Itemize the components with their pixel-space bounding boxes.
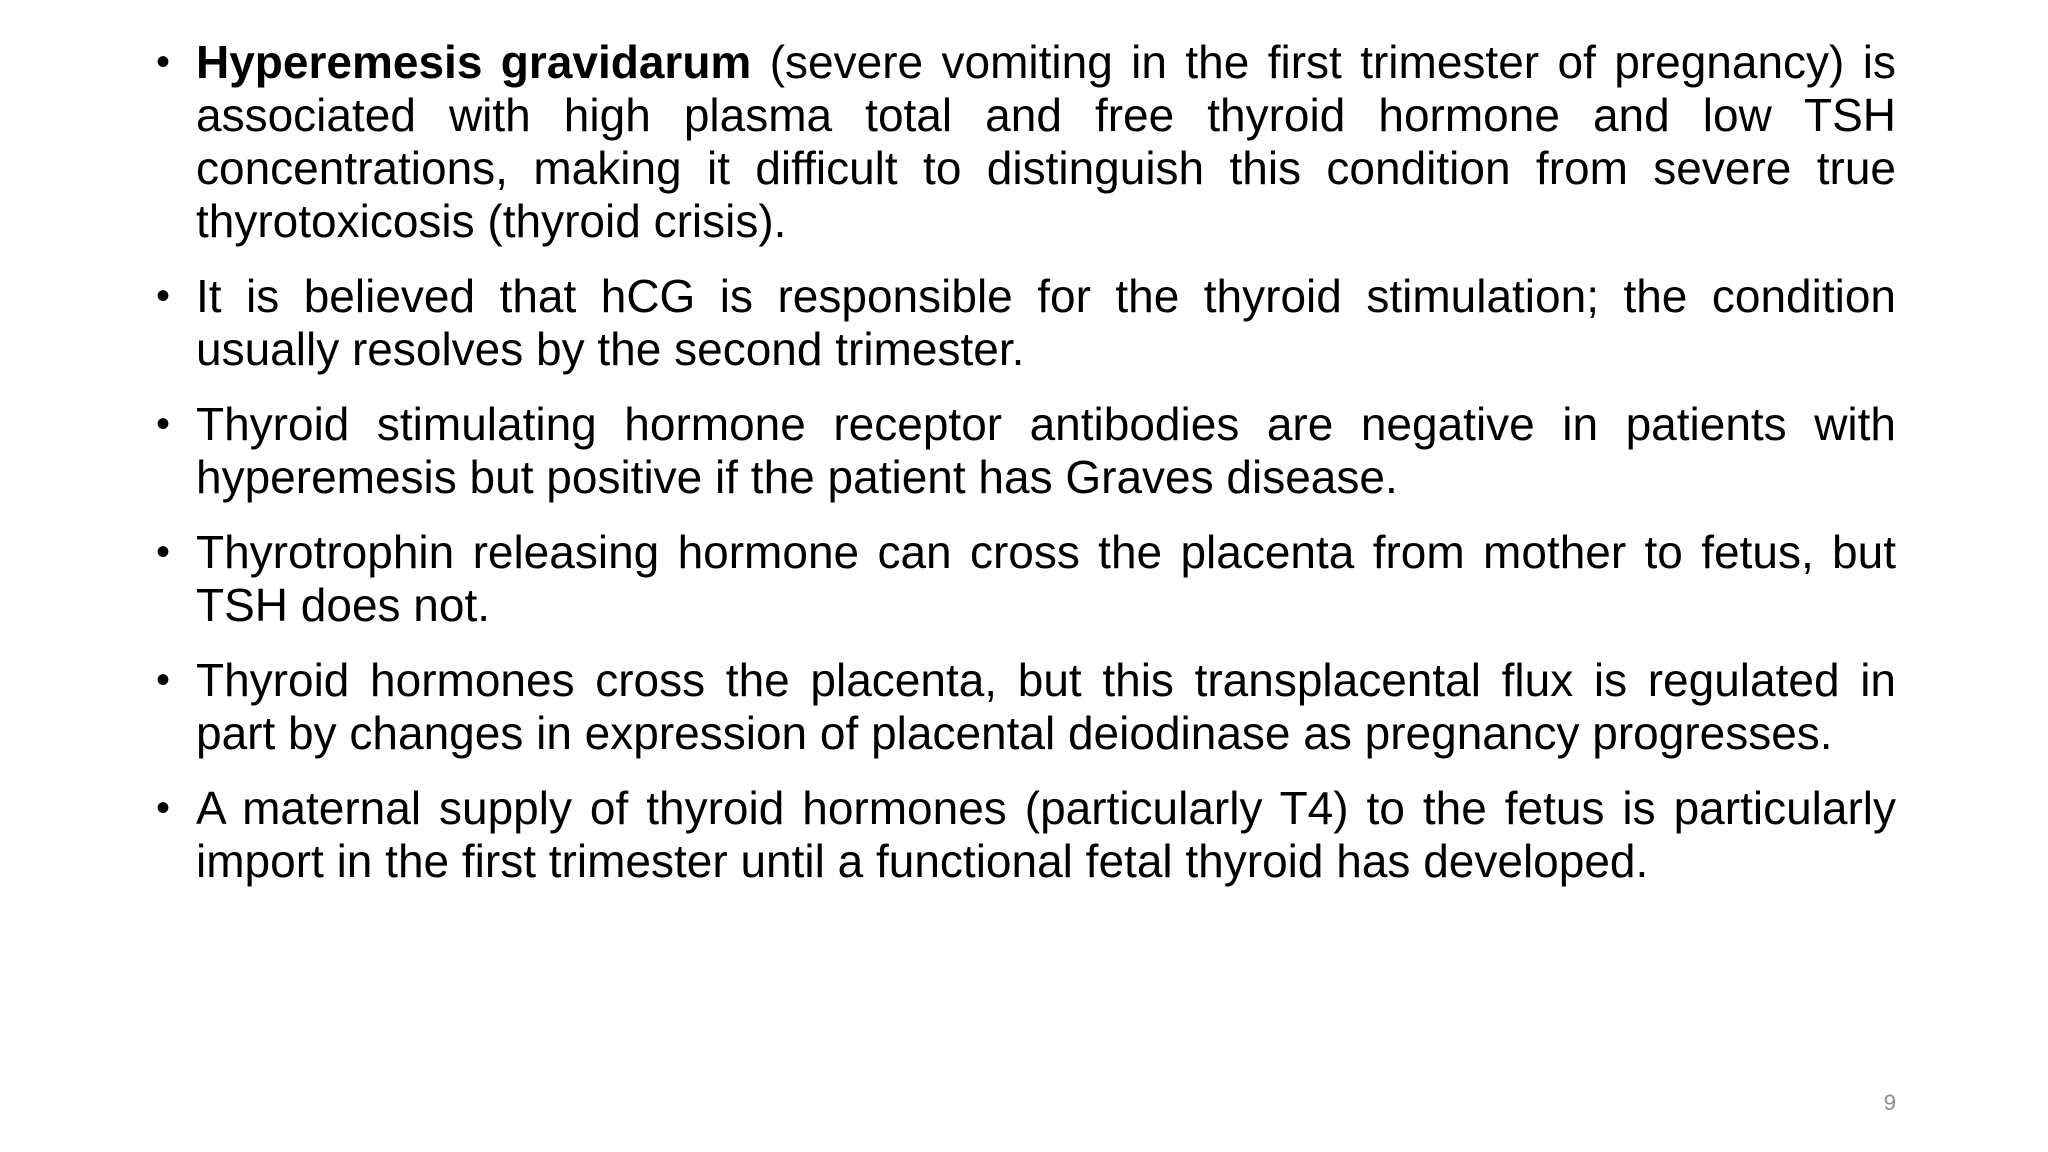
bullet-item-2 <box>156 270 1896 376</box>
bullet-text: Thyroid hormones cross the placenta, but this transplacental flux is regulated in part by changes in expression of placental deiodinase as pregnancy progresses. <box>196 654 1896 759</box>
bullet-text: A maternal supply of thyroid hormones (particularly T4) to the fetus is particularly import in the first trimester until a functional fetal thyroid has developed. <box>196 782 1896 887</box>
bullet-item-5 <box>156 654 1896 760</box>
bullet-item-4 <box>156 526 1896 632</box>
bullet-text: Thyroid stimulating hormone receptor antibodies are negative in patients with hyperemesis but positive if the patient has Graves disease. <box>196 398 1896 503</box>
bullet-dot-icon: • <box>156 40 171 84</box>
bullet-text: It is believed that hCG is responsible for the thyroid stimulation; the condition usually resolves by the second trimester. <box>196 270 1896 375</box>
bullet-text: Thyrotrophin releasing hormone can cross the placenta from mother to fetus, but TSH does not. <box>196 526 1896 631</box>
bullet-dot-icon: • <box>156 658 171 702</box>
bullet-item-1 <box>156 36 1896 248</box>
bullet-list <box>156 36 1896 888</box>
bullet-item-3 <box>156 398 1896 504</box>
page-number: 9 <box>1883 1090 1896 1115</box>
bullet-text: (severe vomiting in the first trimester of pregnancy) is associated with high plasma total and free thyroid hormone and low TSH concentrations, making it difficult to distinguish this condition from severe true thyrotoxicosis (thyroid crisis). <box>196 36 1896 247</box>
bullet-item-6 <box>156 782 1896 888</box>
bullet-dot-icon: • <box>156 402 171 446</box>
bullet-dot-icon: • <box>156 530 171 574</box>
bullet-dot-icon: • <box>156 274 171 318</box>
bold-term: Hyperemesis gravidarum <box>196 36 752 88</box>
bullet-dot-icon: • <box>156 786 171 830</box>
